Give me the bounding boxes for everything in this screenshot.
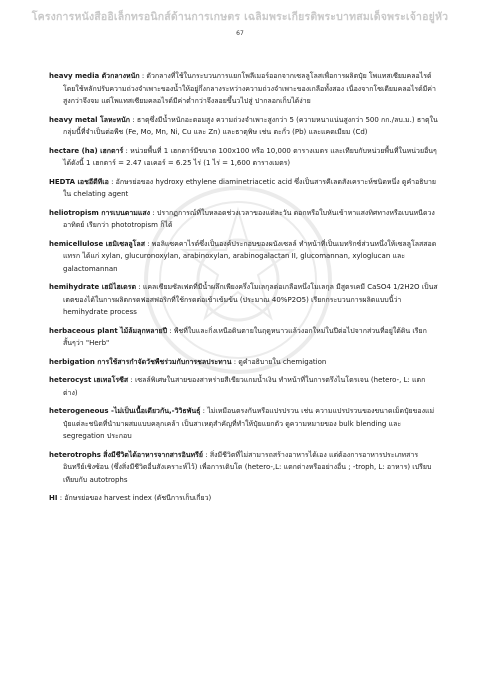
glossary-entry xyxy=(49,114,439,139)
entry-definition: : อักษรย่อของ hydroxy ethylene diaminetriacetic acid ซึ่งเป็นสารคีเลตสังเคราะห์ชนิดหนึ่ง ดูคำอธิบายใน chelating agent xyxy=(63,177,437,198)
entry-term: herbaceous plant ไม้ล้มลุกหลายปี xyxy=(49,326,168,335)
entry-definition: : ไม่เหมือนตรงกันหรือแปรปรวน เช่น ความแปรปรวนของขนาดเม็ดปุ๋ยของแม่ปุ๋ยแต่ละชนิดที่นำมาผสมแบบคลุกเคล้า เป็นสาเหตุสำคัญที่ทำให้ปุ๋ยแยกตัว ดูความหมายของ bulk blending และ segregation ประกอบ xyxy=(63,407,435,440)
entry-term: hemicellulose เฮมิเซลลูโลส xyxy=(49,239,145,248)
entry-term: hectare (ha) เฮกตาร์ xyxy=(49,146,124,155)
entry-definition: : เซลล์พิเศษในสายของสาหร่ายสีเขียวแกมน้ำเงิน ทำหน้าที่ในการตรึงไนโตรเจน (hetero-, L: แตกต่าง) xyxy=(63,376,426,397)
entry-definition: : ดูคำอธิบายใน chemigation xyxy=(231,357,327,366)
entry-definition: : ปรากฏการณ์ที่ใบหลอดช่วงเวลาของแต่ละวัน ดอกหรือใบหันเข้าหาแสงทิศทางหรือเบนหนีดวงอาทิตย์ เรียกว่า phototropism ก็ได้ xyxy=(63,208,435,229)
entry-term: hemihydrate เฮมิไฮเดรต xyxy=(49,283,137,291)
entry-term: HI xyxy=(49,494,58,502)
entry-term: heterocyst เฮเทอโรซีส xyxy=(49,376,129,384)
entry-definition: : ตัวกลางที่ใช้ในกระบวนการแยกโพลีเมอร์ออกจากเซลลูโลสเพื่อการผลิตปุ๋ย โพแทสเซียมคลอไรด์ โดยใช้หลักปรับความถ่วงจำเพาะของน้ำให้อยู่กึ่งกลางระหว่างความถ่วงจำเพาะของเกลือทั้งสอง เนื่องจากโซเดียมคลอไรด์มีค่าสูงกว่าจึงจม แต่โพแทสเซียมคลอไรด์มีค่าต่ำกว่าจึงลอยขึ้นวไปสู่ ปากลอกเก็บได้ง่าย xyxy=(63,72,436,105)
entry-definition: : หน่วยพื้นที่ 1 เฮกตาร์มีขนาด 100x100 หรือ 10,000 ตารางเมตร และเทียบกับหน่วยพื้นที่ในหน่วยอื่นๆได้ดังนี้ 1 เฮกตาร์ = 2.47 เอเคอร์ = 6.25 ไร่ (1 ไร่ = 1,600 ตารางเมตร) xyxy=(63,146,437,167)
entry-term: heterogeneous -ไม่เป็นเนื้อเดียวกัน,-วิวิธพันธุ์ xyxy=(49,407,201,415)
glossary-entry xyxy=(49,176,439,201)
glossary-list xyxy=(49,70,439,511)
entry-definition: : สิ่งมีชีวิตที่ไม่สามารถสร้างอาหารได้เอง แต่ต้องการอาหารประเภทสารอินทรีย์เชิงซ้อน (ซึ่งสิ่งมีชีวิตอื่นสังเคราะห์ไว้) เพื่อการเติบโต (hetero-,L: แตกต่างหรืออย่างอื่น ; -troph, L: อาหาร) เปรียบเทียบกับ autotrophs xyxy=(63,450,432,484)
entry-definition: : พอลิแซคคาไรด์ซึ่งเป็นองค์ประกอบของผนังเซลล์ ทำหน้าที่เป็นเมทริกซ์ส่วนหนึ่งให้เซลลูโลสสอดแทรก ได้แก่ xylan, glucuronoxylan, arabinoxylan, arabinogalactan II, glucomannan, xyloglucan และ galactomannan xyxy=(63,239,437,273)
entry-term: herbigation การใช้สารกำจัดวัชพืชร่วมกับการชลประทาน xyxy=(49,357,232,366)
glossary-entry xyxy=(49,374,439,399)
entry-term: heliotropism การเบนตามแสง xyxy=(49,208,151,217)
entry-definition: : อักษรย่อของ harvest index (ดัชนีการเก็บเกี่ยว) xyxy=(57,494,212,502)
glossary-entry xyxy=(49,492,439,505)
glossary-entry xyxy=(49,449,439,487)
running-header: โครงการหนังสืออิเล็กทรอนิกส์ด้านการเกษตร เฉลิมพระเกียรติพระบาทสมเด็จพระเจ้าอยู่หัว xyxy=(31,11,449,23)
page-number: 67 xyxy=(236,30,244,37)
entry-term: heavy media ตัวกลางหนัก xyxy=(49,72,140,80)
glossary-entry xyxy=(49,356,439,369)
entry-definition: : พืชที่ใบและกิ่งเหนือดินตายในฤดูหนาวแล้วงอกใหม่ในปีต่อไปจากส่วนที่อยู่ใต้ดิน เรียกสั้นๆว่า "Herb" xyxy=(63,326,427,347)
entry-term: heavy metal โลหะหนัก xyxy=(49,115,131,124)
glossary-entry xyxy=(49,325,439,350)
glossary-entry xyxy=(49,238,439,276)
glossary-entry xyxy=(49,281,439,319)
entry-definition: : ธาตุซึ่งมีน้ำหนักอะตอมสูง ความถ่วงจำเพาะสูงกว่า 5 (ความหนาแน่นสูงกว่า 500 กก./ลบ.ม.) ธาตุในกลุ่มนี้ที่จำเป็นต่อพืช (Fe, Mo, Mn, Ni, Cu และ Zn) และธาตุพิษ เช่น ตะกั่ว (Pb) และแคดเมียม (Cd) xyxy=(63,115,438,136)
glossary-entry xyxy=(49,405,439,443)
entry-definition: : แคลเซียมซัลเฟตที่มีน้ำผลึกเพียงครึ่งโมเลกุลต่อเกลือหนึ่งโมเลกุล มีสูตรเคมี CaSO4 1/2H2O เป็นสเตตของได้ในการผลิตกรดฟอสฟอริกที่ใช้กรดต่อเข้าเข้มข้น (ประมาณ 40%P2O5) เรียกกระบวนการผลิตแบบนี้ว่า hemihydrate process xyxy=(63,283,438,316)
entry-term: HEDTA เอชอีดีทีเอ xyxy=(49,177,109,186)
entry-term: heterotrophs สิ่งมีชีวิตได้อาหารจากสารอินทรีย์ xyxy=(49,450,204,459)
glossary-entry xyxy=(49,145,439,170)
glossary-entry xyxy=(49,70,439,108)
glossary-entry xyxy=(49,207,439,232)
